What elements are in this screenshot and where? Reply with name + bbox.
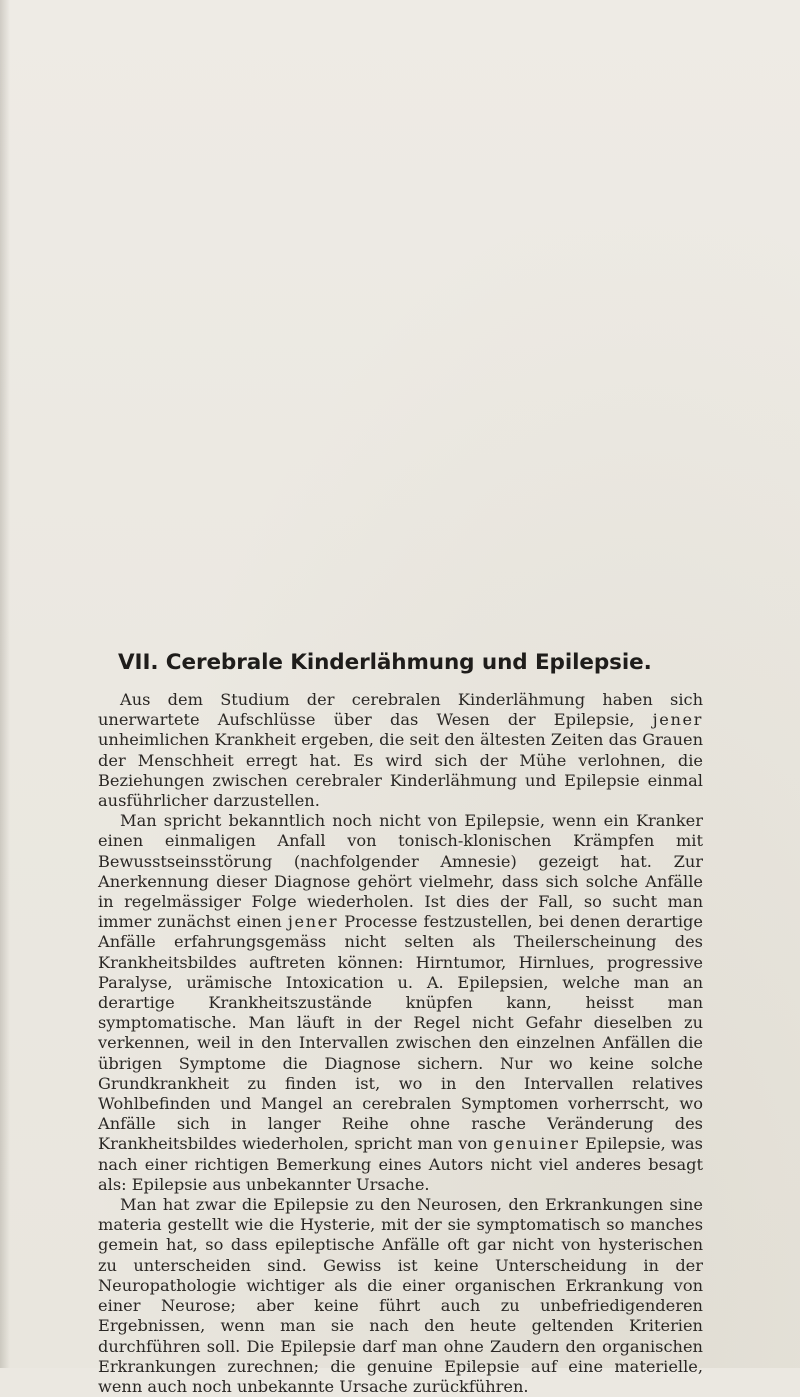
chapter-heading: VII. Cerebrale Kinderlähmung und Epilepsie. xyxy=(118,650,652,675)
paragraph-2-text: Man spricht bekanntlich noch nicht von Epilepsie, wenn ein Kranker einen einmaligen Anfall von tonisch-klonischen Krämpfen mit Bewusstseinsstörung (nachfolgender Amnesie) gezeigt hat. Zur Anerkennung dieser Diagnose gehört vielmehr, dass sich solche Anfälle in regelmässiger Folge wiederholen. Ist dies der Fall, so sucht man immer zunächst einen xyxy=(98,811,703,932)
paragraph-1-text: Aus dem Studium der cerebralen Kinderlähmung haben sich unerwartete Aufschlüsse über das Wesen der Epilepsie, xyxy=(98,690,703,730)
paragraph-2 xyxy=(98,811,703,1195)
chapter-body xyxy=(98,690,703,1397)
paragraph-3-text: Man hat zwar die Epilepsie zu den Neurosen, den Erkrankungen sine materia gestellt wie die Hysterie, mit der sie symptomatisch so manches gemein hat, so dass epileptische Anfälle oft gar nicht von hysterischen zu unterscheiden sind. Gewiss ist keine Unterscheidung in der Neuropathologie wichtiger als die einer organischen Erkrankung von einer Neurose; aber keine führt auch zu unbefriedigenderen Ergebnissen, wenn man sie nach den heute geltenden Kriterien durchführen soll. Die Epilepsie darf man ohne Zaudern den organischen Erkrankungen zurechnen; die genuine Epilepsie auf eine materielle, wenn auch noch unbekannte Ursache zurückführen. xyxy=(98,1195,703,1396)
page-edge-shadow xyxy=(0,0,10,1368)
paragraph-2-text-end: Epilepsie, was nach einer richtigen Bemerkung eines Autors nicht viel anderes besagt als: Epilepsie aus unbekannter Ursache. xyxy=(98,1134,703,1194)
paragraph-2-text-cont: Processe festzustellen, bei denen derartige Anfälle erfahrungsgemäss nicht selten als Theilerscheinung des Krankheitsbildes auftreten können: Hirntumor, Hirnlues, progressive Paralyse, urämische Intoxication u. A. Epilepsien, welche man an derartige Krankheitszustände knüpfen kann, heisst man symptomatische. Man läuft in der Regel nicht Gefahr dieselben zu verkennen, weil in den Intervallen zwischen den einzelnen Anfällen die übrigen Symptome die Diagnose sichern. Nur wo keine solche Grundkrankheit zu finden ist, wo in den Intervallen relatives Wohlbefinden und Mangel an cerebralen Symptomen vorherrscht, wo Anfälle sich in langer Reihe ohne rasche Veränderung des Krankheitsbildes wiederholen, spricht man von xyxy=(98,912,703,1154)
paragraph-1-text-cont: unheimlichen Krankheit ergeben, die seit den ältesten Zeiten das Grauen der Menschheit erregt hat. Es wird sich der Mühe verlohnen, die Beziehungen zwischen cerebraler Kinderlähmung und Epilepsie einmal ausführlicher darzustellen. xyxy=(98,730,703,811)
paragraph-3 xyxy=(98,1195,703,1397)
emphasis-genuiner: genuiner xyxy=(493,1134,580,1154)
emphasis-jener-2: jener xyxy=(287,912,339,932)
emphasis-jener: jener xyxy=(652,710,703,730)
paragraph-1 xyxy=(98,690,703,811)
